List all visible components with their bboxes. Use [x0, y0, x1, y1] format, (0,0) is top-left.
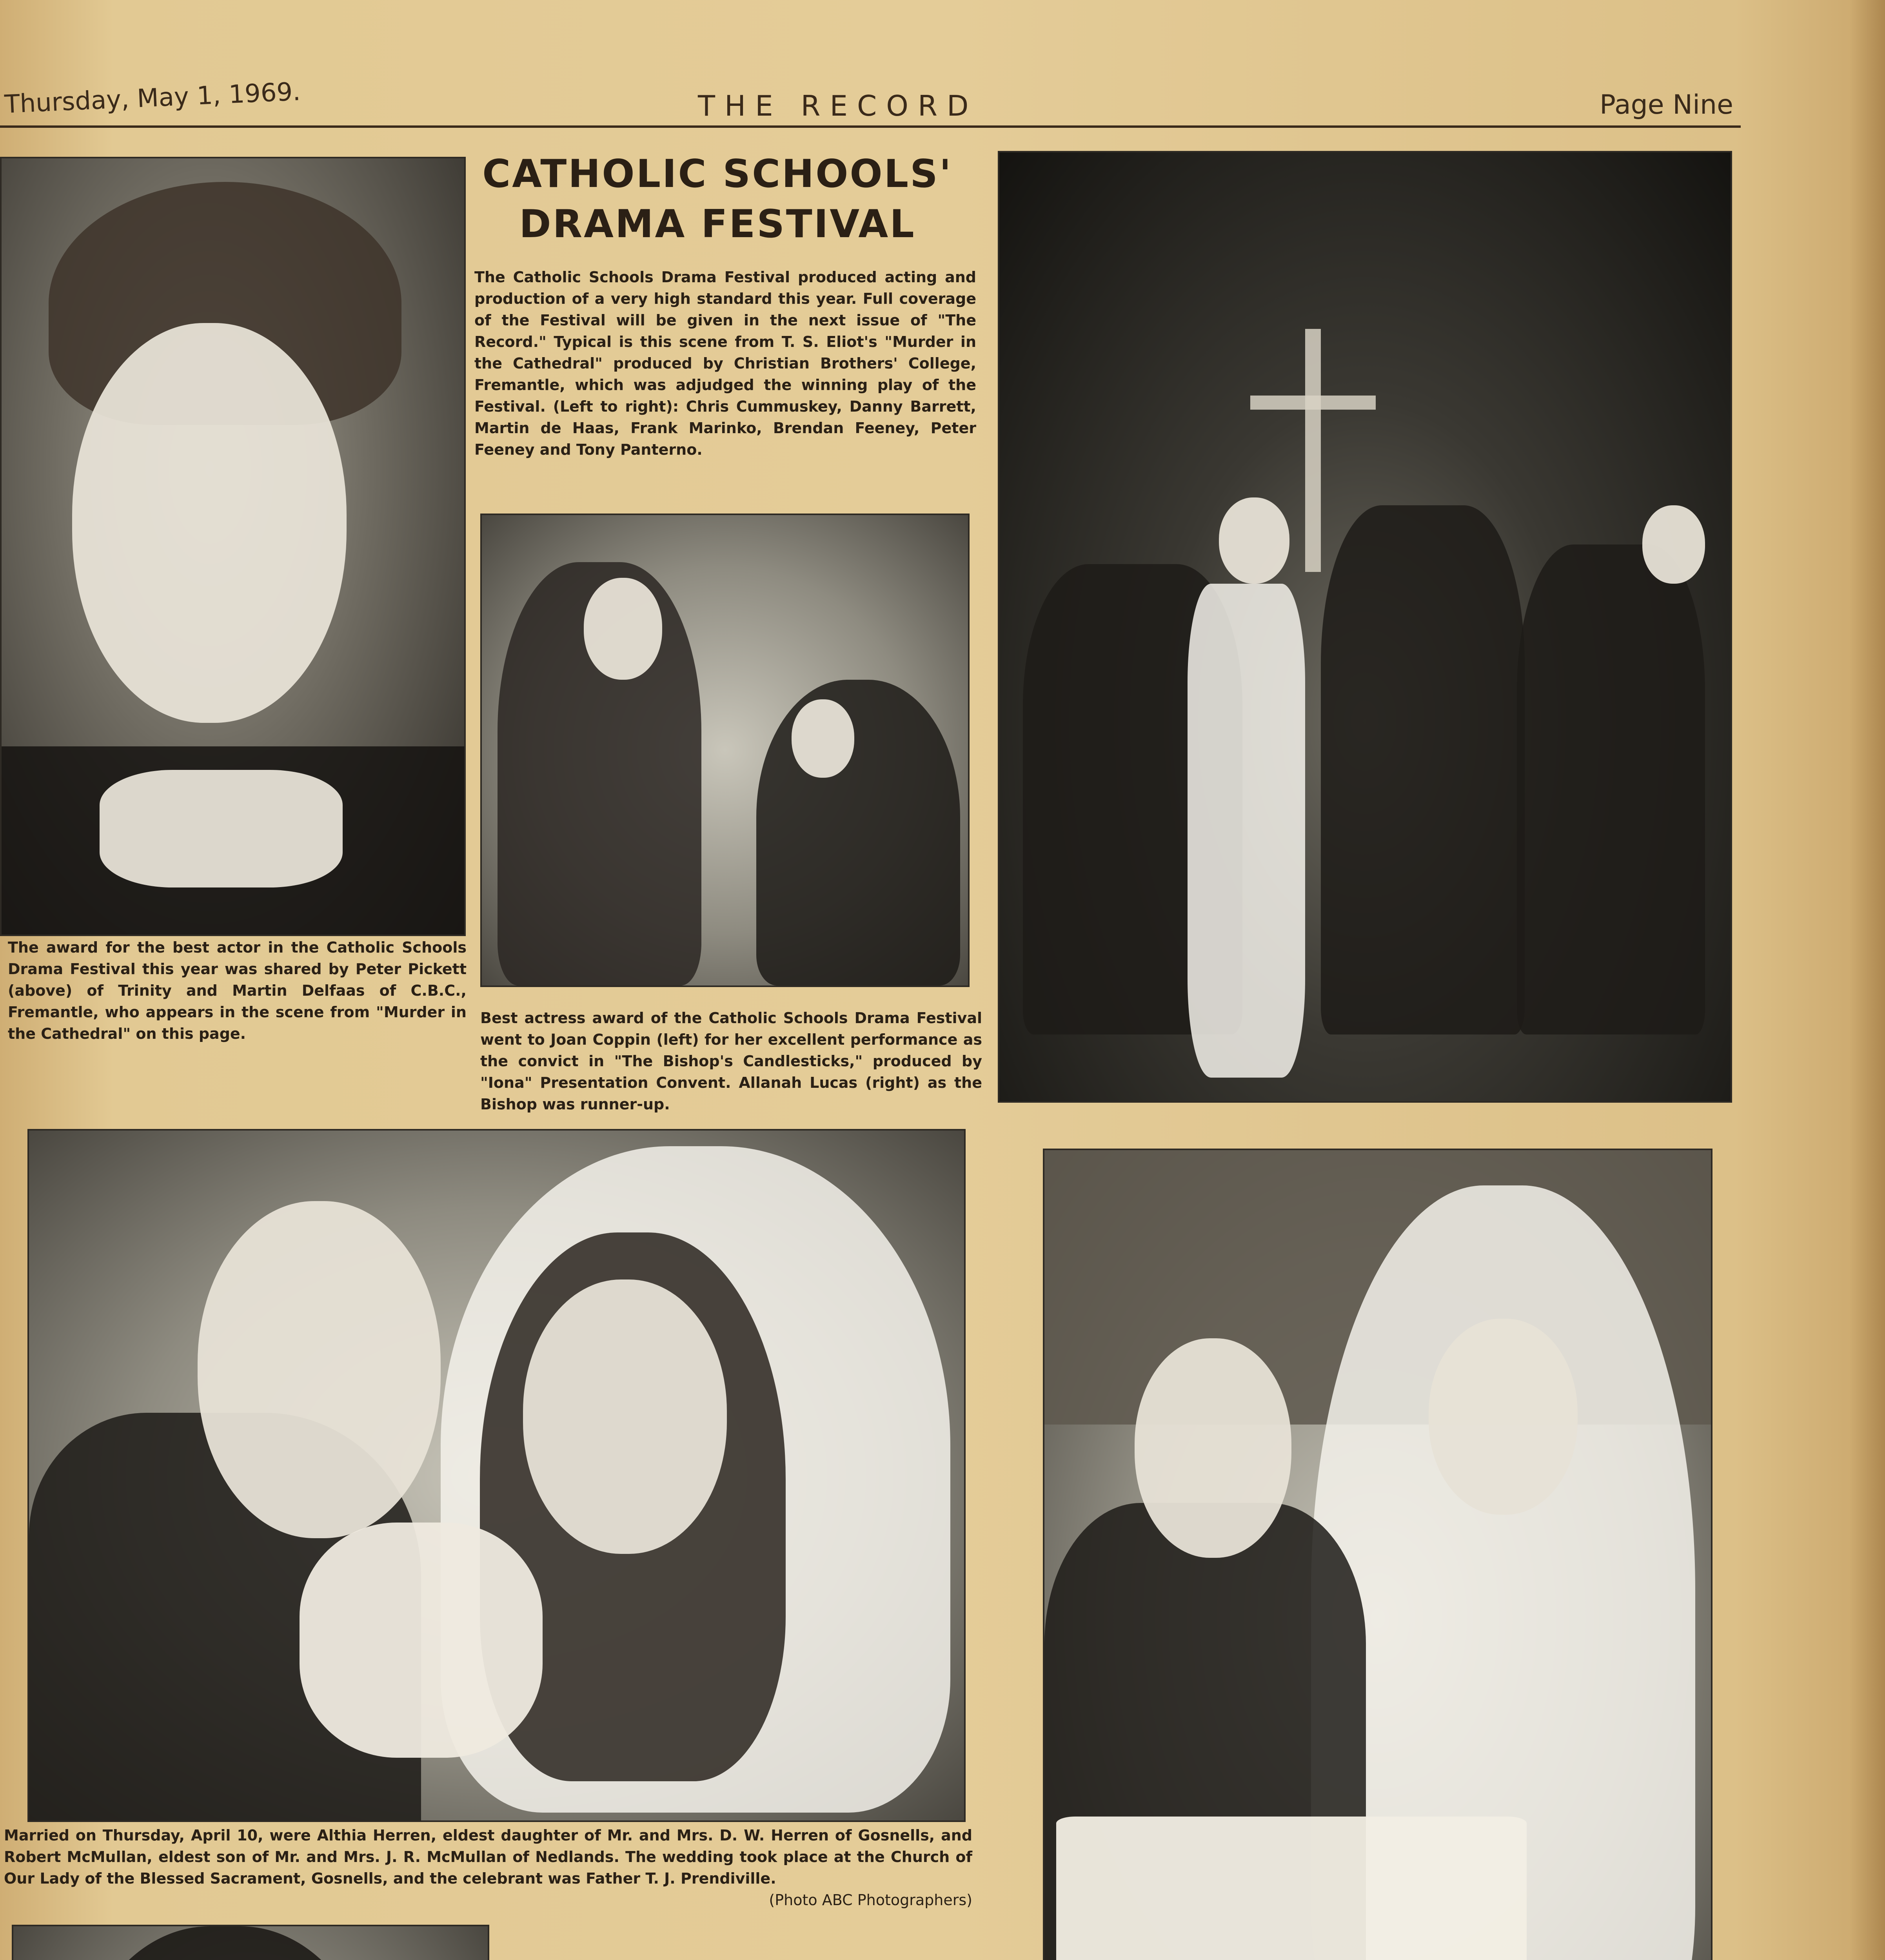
photo-best-actor-portrait: [0, 157, 466, 936]
photo-register-book: [1056, 1817, 1527, 1960]
header-title: THE RECORD: [698, 89, 978, 122]
caption-wedding-mcmullan-credit: (Photo ABC Photographers): [769, 1891, 972, 1909]
photo-bride-face: [1429, 1319, 1578, 1515]
photo-groom-face: [198, 1201, 441, 1538]
photo-figure: [1321, 505, 1525, 1034]
photo-cross: [1250, 396, 1376, 410]
photo-figure: [1517, 544, 1705, 1034]
page-edge-shadow: [1850, 0, 1885, 1960]
photo-wedding-mcmullan: [27, 1129, 966, 1822]
photo-face: [72, 323, 347, 723]
photo-best-actress-scene: [480, 514, 970, 987]
photo-sister-stephen: [12, 1925, 489, 1960]
photo-cross: [1305, 329, 1321, 572]
header-page-number: Page Nine: [1600, 89, 1733, 120]
photo-groom-face: [1135, 1338, 1291, 1558]
photo-figure: [756, 680, 960, 985]
headline-drama-festival: CATHOLIC SCHOOLS' DRAMA FESTIVAL: [482, 152, 953, 247]
photo-white-robe: [1188, 584, 1305, 1078]
photo-face: [584, 578, 662, 680]
header-date: Thursday, May 1, 1969.: [4, 77, 301, 119]
caption-wedding-mcmullan-text: Married on Thursday, April 10, were Althia Herren, eldest daughter of Mr. and Mrs. D. W. Herren of Gosnells, and Robert McMullan, eldest son of Mr. and Mrs. J. R. McMullan of Nedlands. The wedding took place at the Church of Our Lady of the Blessed Sacrament, Gosnells, and the celebrant was Father T. J. Prendiville.: [4, 1827, 972, 1887]
caption-festival-intro: The Catholic Schools Drama Festival produced acting and production of a very high standard this year. Full coverage of the Festival will be given in the next issue of "The Record." Typical is this scene from T. S. Eliot's "Murder in the Cathedral" produced by Christian Brothers' College, Fremantle, which was adjudged the winning play of the Festival. (Left to right): Chris Cummuskey, Danny Barrett, Martin de Haas, Frank Marinko, Brendan Feeney, Peter Feeney and Tony Panterno.: [474, 269, 976, 458]
photo-hands: [100, 770, 343, 887]
photo-veil: [72, 1926, 378, 1960]
caption-best-actor: The award for the best actor in the Catholic Schools Drama Festival this year was shared by Peter Pickett (above) of Trinity and Martin Delfaas of C.B.C., Fremantle, who appears in the scene from "Murder in the Cathedral" on this page.: [8, 939, 467, 1042]
photo-face: [1219, 497, 1289, 584]
caption-wedding-mcmullan: [4, 1825, 972, 1911]
photo-wedding-horrocks: [1043, 1149, 1712, 1960]
header-rule: [0, 125, 1741, 128]
photo-bouquet: [300, 1523, 543, 1758]
photo-murder-in-the-cathedral: [998, 151, 1732, 1103]
photo-bride-face: [523, 1279, 727, 1554]
photo-face: [792, 699, 854, 778]
caption-best-actress: Best actress award of the Catholic Schools Drama Festival went to Joan Coppin (left) for her excellent performance as the convict in "The Bishop's Candlesticks," produced by "Iona" Presentation Convent. Allanah Lucas (right) as the Bishop was runner-up.: [480, 1009, 982, 1113]
photo-face: [1642, 505, 1705, 584]
